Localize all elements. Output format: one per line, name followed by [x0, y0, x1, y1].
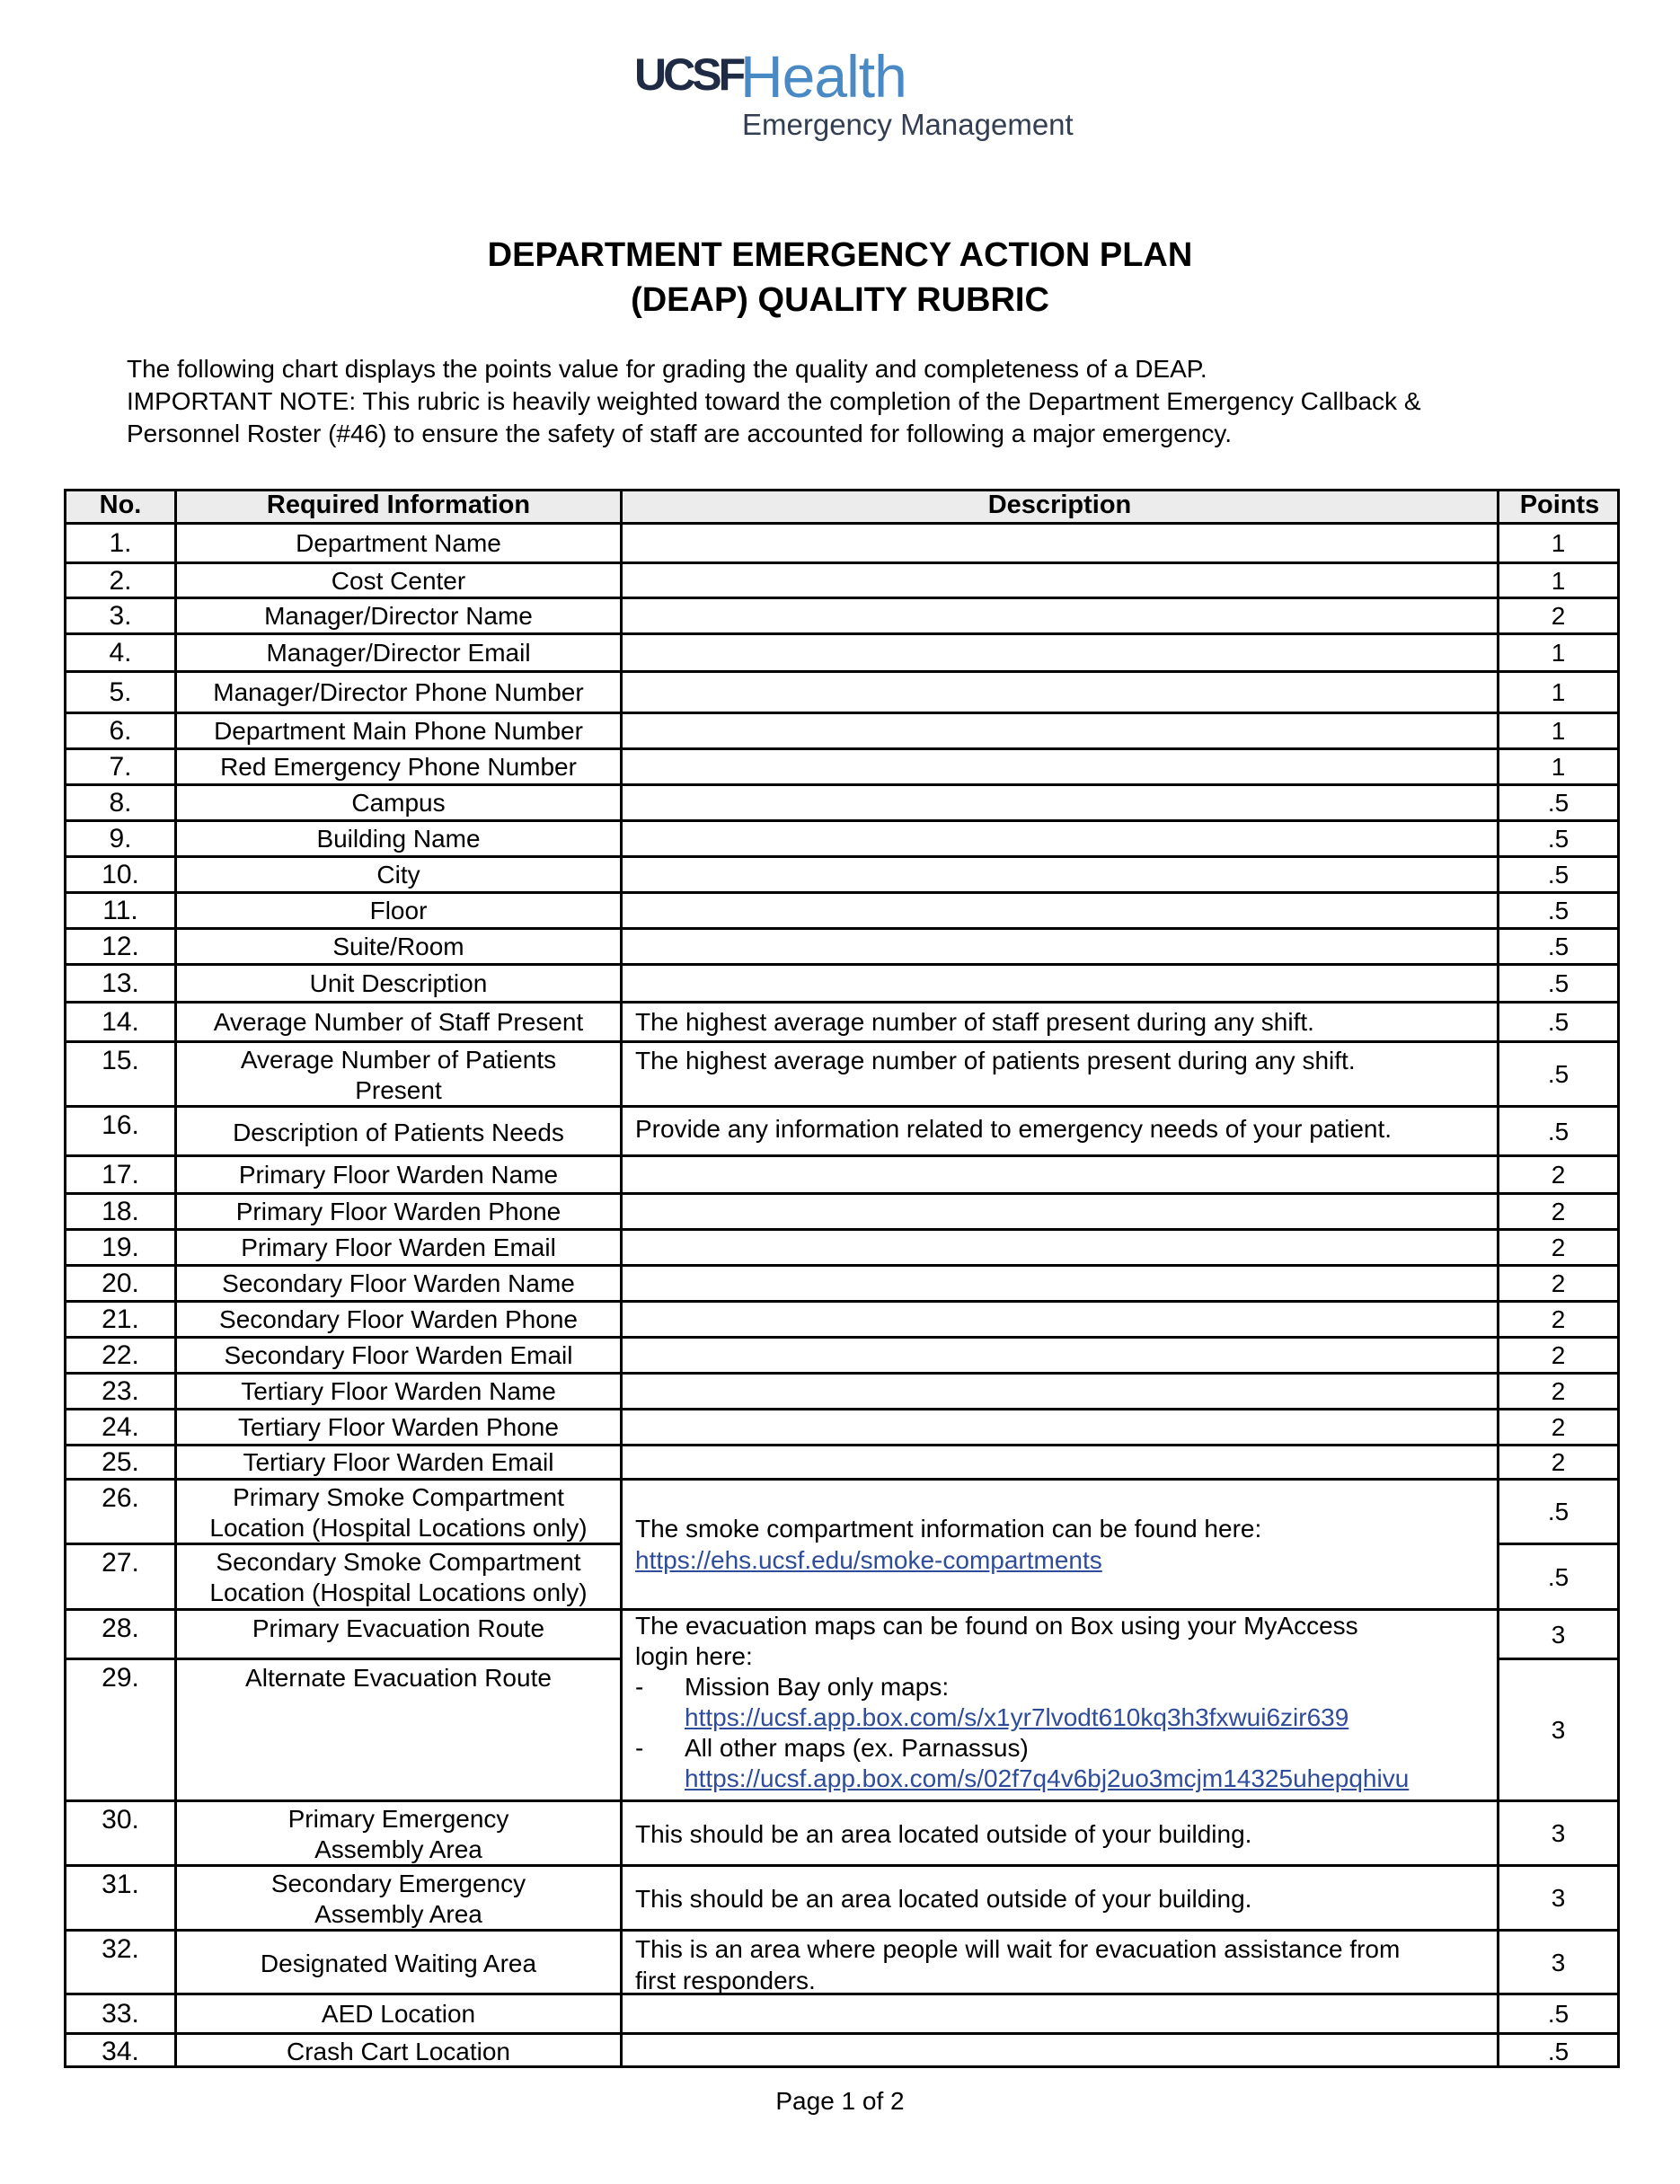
mission-bay-maps-link[interactable]: https://ucsf.app.box.com/s/x1yr7lvodt610kq3h3fxwui6zir639 — [685, 1703, 1349, 1731]
required-info-text — [209, 1547, 587, 1608]
other-maps-link[interactable]: https://ucsf.app.box.com/s/02f7q4v6bj2uo3mcjm14325uhepqhivu — [685, 1764, 1410, 1792]
row-number: 24. — [102, 1412, 139, 1442]
row-number: 1. — [109, 528, 132, 558]
points-cell: .5 — [1547, 1498, 1569, 1525]
row-number: 9. — [109, 824, 132, 853]
required-info-cell: Primary Floor Warden Phone — [235, 1198, 561, 1225]
intro-paragraph — [127, 353, 1636, 450]
row-number: 11. — [102, 896, 138, 925]
required-info-line1: Primary Smoke Compartment — [233, 1483, 564, 1511]
required-info-line1: Secondary Smoke Compartment — [216, 1548, 581, 1576]
required-info-cell: Manager/Director Phone Number — [213, 678, 584, 706]
intro-line-2: IMPORTANT NOTE: This rubric is heavily weighted toward the completion of the Department Emergency Callback & — [127, 387, 1421, 415]
description-line1: This is an area where people will wait for evacuation assistance from — [635, 1935, 1401, 1963]
required-info-cell: Tertiary Floor Warden Phone — [238, 1413, 559, 1441]
other-maps — [635, 1733, 1409, 1794]
points-cell: 3 — [1551, 1716, 1566, 1744]
description-cell — [623, 1157, 1497, 1192]
points-cell: .5 — [1547, 969, 1569, 997]
required-info-cell: Unit Description — [309, 969, 488, 997]
smoke-compartment-text: The smoke compartment information can be found here: — [635, 1515, 1262, 1543]
points-cell: 2 — [1551, 602, 1566, 630]
row-number: 28. — [102, 1614, 139, 1643]
row-number: 12. — [102, 932, 139, 961]
points-cell: 1 — [1551, 639, 1566, 667]
description-cell — [623, 673, 1497, 712]
required-info-cell: Suite/Room — [332, 933, 464, 960]
row-number: 4. — [109, 638, 132, 668]
smoke-compartments-link[interactable]: https://ehs.ucsf.edu/smoke-compartments — [635, 1546, 1102, 1574]
required-info-line2: Assembly Area — [314, 1900, 482, 1928]
points-cell: 2 — [1551, 1448, 1566, 1476]
description-cell — [623, 966, 1497, 1001]
required-info-line2: Location (Hospital Locations only) — [209, 1578, 588, 1606]
required-info-cell: City — [376, 861, 420, 889]
row-number: 3. — [109, 601, 132, 631]
points-cell: 2 — [1551, 1341, 1566, 1369]
points-cell: .5 — [1547, 1008, 1569, 1036]
required-info-cell: Secondary Floor Warden Phone — [219, 1305, 578, 1333]
points-cell: 3 — [1551, 1620, 1566, 1649]
row-number: 13. — [102, 968, 139, 998]
row-number: 25. — [102, 1447, 139, 1477]
page-number: Page 1 of 2 — [775, 2087, 905, 2115]
description-cell — [623, 822, 1497, 855]
required-info-cell: Primary Floor Warden Name — [238, 1161, 559, 1189]
bullet-dash: - — [635, 1734, 644, 1762]
required-info-line2: Location (Hospital Locations only) — [209, 1514, 588, 1542]
row-number: 5. — [109, 677, 132, 707]
points-cell: 3 — [1551, 1884, 1566, 1912]
description-cell: This should be an area located outside of your building. — [635, 1885, 1252, 1913]
points-cell: 1 — [1551, 678, 1566, 706]
required-info-cell — [177, 1802, 620, 1864]
points-cell: .5 — [1547, 2038, 1569, 2065]
required-info-cell: Secondary Floor Warden Name — [222, 1269, 575, 1297]
description-cell — [623, 1446, 1497, 1478]
header-description: Description — [987, 491, 1132, 519]
required-info-cell: Description of Patients Needs — [233, 1118, 564, 1146]
description-cell — [623, 1231, 1497, 1264]
description-cell — [623, 714, 1497, 747]
row-number: 15. — [102, 1046, 139, 1075]
points-cell: 2 — [1551, 1233, 1566, 1261]
row-number: 16. — [102, 1110, 139, 1140]
required-info-cell: Department Main Phone Number — [214, 717, 583, 745]
required-info-line2: Present — [355, 1076, 442, 1104]
points-cell: 2 — [1551, 1198, 1566, 1225]
page-title-line2: (DEAP) QUALITY RUBRIC — [631, 281, 1049, 319]
description-cell — [623, 525, 1497, 561]
logo-health-text: Health — [740, 43, 906, 110]
points-cell: .5 — [1547, 897, 1569, 924]
points-cell: .5 — [1547, 1117, 1569, 1145]
row-number: 22. — [102, 1340, 139, 1370]
row-number: 10. — [102, 860, 139, 889]
row-number: 31. — [102, 1870, 139, 1899]
page-title-line1: DEPARTMENT EMERGENCY ACTION PLAN — [487, 236, 1193, 274]
required-info-cell: Building Name — [316, 825, 481, 853]
points-cell: .5 — [1547, 861, 1569, 889]
points-cell: 1 — [1551, 717, 1566, 745]
description-cell: The highest average number of patients present during any shift. — [635, 1047, 1356, 1074]
row-number: 21. — [102, 1304, 139, 1334]
points-cell: 2 — [1551, 1161, 1566, 1189]
required-info-line1: Primary Emergency — [287, 1805, 509, 1833]
row-number: 27. — [102, 1548, 139, 1578]
description-cell — [623, 1375, 1497, 1408]
other-maps-label: All other maps (ex. Parnassus) — [685, 1734, 1029, 1762]
description-cell — [623, 750, 1497, 783]
row-number: 30. — [102, 1805, 139, 1835]
description-cell — [623, 1995, 1497, 2032]
required-info-cell: Designated Waiting Area — [260, 1949, 537, 1977]
required-info-cell — [177, 1545, 620, 1608]
required-info-text — [241, 1045, 556, 1106]
mission-bay-maps — [635, 1672, 1348, 1733]
required-info-line1: Average Number of Patients — [240, 1046, 557, 1074]
description-cell — [623, 1303, 1497, 1336]
mission-bay-maps-label: Mission Bay only maps: — [685, 1673, 950, 1701]
evac-line2: login here: — [635, 1642, 753, 1670]
row-number: 29. — [102, 1663, 139, 1693]
required-info-cell: Manager/Director Name — [264, 602, 533, 630]
required-info-line2: Assembly Area — [314, 1835, 482, 1863]
description-cell — [623, 1932, 1497, 1993]
description-cell — [623, 858, 1497, 891]
row-number: 34. — [102, 2037, 139, 2066]
points-cell: 1 — [1551, 753, 1566, 781]
required-info-cell: Manager/Director Email — [266, 639, 531, 667]
required-info-cell — [177, 1867, 620, 1929]
required-info-cell — [177, 1043, 620, 1105]
required-info-cell: Campus — [351, 789, 446, 817]
points-cell: .5 — [1547, 2000, 1569, 2028]
required-info-cell: Tertiary Floor Warden Name — [241, 1377, 556, 1405]
required-info-cell: Primary Floor Warden Email — [241, 1233, 556, 1261]
required-info-cell: Tertiary Floor Warden Email — [243, 1448, 554, 1476]
required-info-cell: Red Emergency Phone Number — [220, 753, 577, 781]
row-number: 6. — [109, 716, 132, 746]
required-info-text — [209, 1482, 587, 1543]
logo-subtitle: Emergency Management — [742, 108, 1074, 141]
points-cell: 1 — [1551, 566, 1566, 595]
row-number: 19. — [102, 1233, 139, 1262]
required-info-text — [271, 1869, 526, 1930]
description-cell — [623, 1267, 1497, 1300]
points-cell: .5 — [1547, 1060, 1569, 1088]
description-cell — [623, 599, 1497, 632]
points-cell: 2 — [1551, 1305, 1566, 1333]
intro-line-3: Personnel Roster (#46) to ensure the safety of staff are accounted for following a major emergency. — [127, 420, 1233, 447]
row-number: 2. — [109, 565, 132, 596]
row-number: 18. — [102, 1197, 139, 1226]
header-no: No. — [99, 491, 142, 519]
points-cell: .5 — [1547, 1562, 1569, 1591]
description-cell: This should be an area located outside of your building. — [635, 1820, 1252, 1848]
row-number: 7. — [109, 752, 132, 782]
points-cell: 3 — [1551, 1948, 1566, 1976]
required-info-cell: Average Number of Staff Present — [213, 1008, 584, 1036]
description-cell: The highest average number of staff present during any shift. — [635, 1008, 1314, 1036]
intro-line-1: The following chart displays the points value for grading the quality and completeness of a DEAP. — [127, 355, 1207, 383]
required-info-cell: Department Name — [296, 529, 501, 557]
row-number: 33. — [102, 1999, 139, 2029]
points-cell: 1 — [1551, 529, 1566, 557]
points-cell: 2 — [1551, 1269, 1566, 1297]
rubric-table — [64, 489, 1620, 2068]
row-number: 17. — [102, 1160, 139, 1189]
required-info-cell: Primary Evacuation Route — [252, 1614, 545, 1642]
description-cell — [623, 635, 1497, 670]
bullet-dash: - — [635, 1673, 644, 1701]
row-number: 14. — [102, 1007, 139, 1037]
row-number: 8. — [109, 788, 132, 818]
points-cell: .5 — [1547, 825, 1569, 853]
required-info-cell: Cost Center — [331, 566, 466, 595]
required-info-cell: Crash Cart Location — [286, 2038, 510, 2065]
header-required-information: Required Information — [266, 491, 531, 519]
points-cell: 2 — [1551, 1377, 1566, 1405]
smoke-compartment-description — [623, 1481, 1497, 1608]
required-info-cell: Floor — [369, 897, 428, 924]
row-number: 26. — [102, 1483, 139, 1513]
evac-line1: The evacuation maps can be found on Box using your MyAccess — [635, 1612, 1358, 1640]
points-cell: 3 — [1551, 1819, 1566, 1847]
description-cell — [623, 930, 1497, 963]
points-cell: .5 — [1547, 789, 1569, 817]
required-info-cell: AED Location — [321, 2000, 476, 2028]
row-number: 32. — [102, 1934, 139, 1964]
required-info-cell: Secondary Floor Warden Email — [224, 1341, 573, 1369]
header-points: Points — [1519, 491, 1600, 519]
evacuation-maps-description — [623, 1611, 1497, 1799]
row-number: 20. — [102, 1269, 139, 1298]
points-cell: .5 — [1547, 933, 1569, 960]
row-number: 23. — [102, 1376, 139, 1406]
description-cell — [623, 564, 1497, 597]
description-line2: first responders. — [635, 1967, 816, 1994]
required-info-cell — [177, 1481, 620, 1543]
description-cell — [623, 894, 1497, 927]
ucsf-logo-mark: UCSF — [634, 49, 743, 100]
required-info-line1: Secondary Emergency — [270, 1870, 526, 1897]
description-cell — [623, 786, 1497, 819]
points-cell: 2 — [1551, 1413, 1566, 1441]
required-info-text — [288, 1804, 509, 1865]
description-cell: Provide any information related to emergency needs of your patient. — [635, 1115, 1393, 1143]
description-cell — [623, 1195, 1497, 1228]
required-info-cell: Alternate Evacuation Route — [245, 1664, 552, 1692]
description-cell — [623, 1410, 1497, 1444]
description-cell — [623, 1339, 1497, 1372]
description-cell — [623, 2035, 1497, 2068]
